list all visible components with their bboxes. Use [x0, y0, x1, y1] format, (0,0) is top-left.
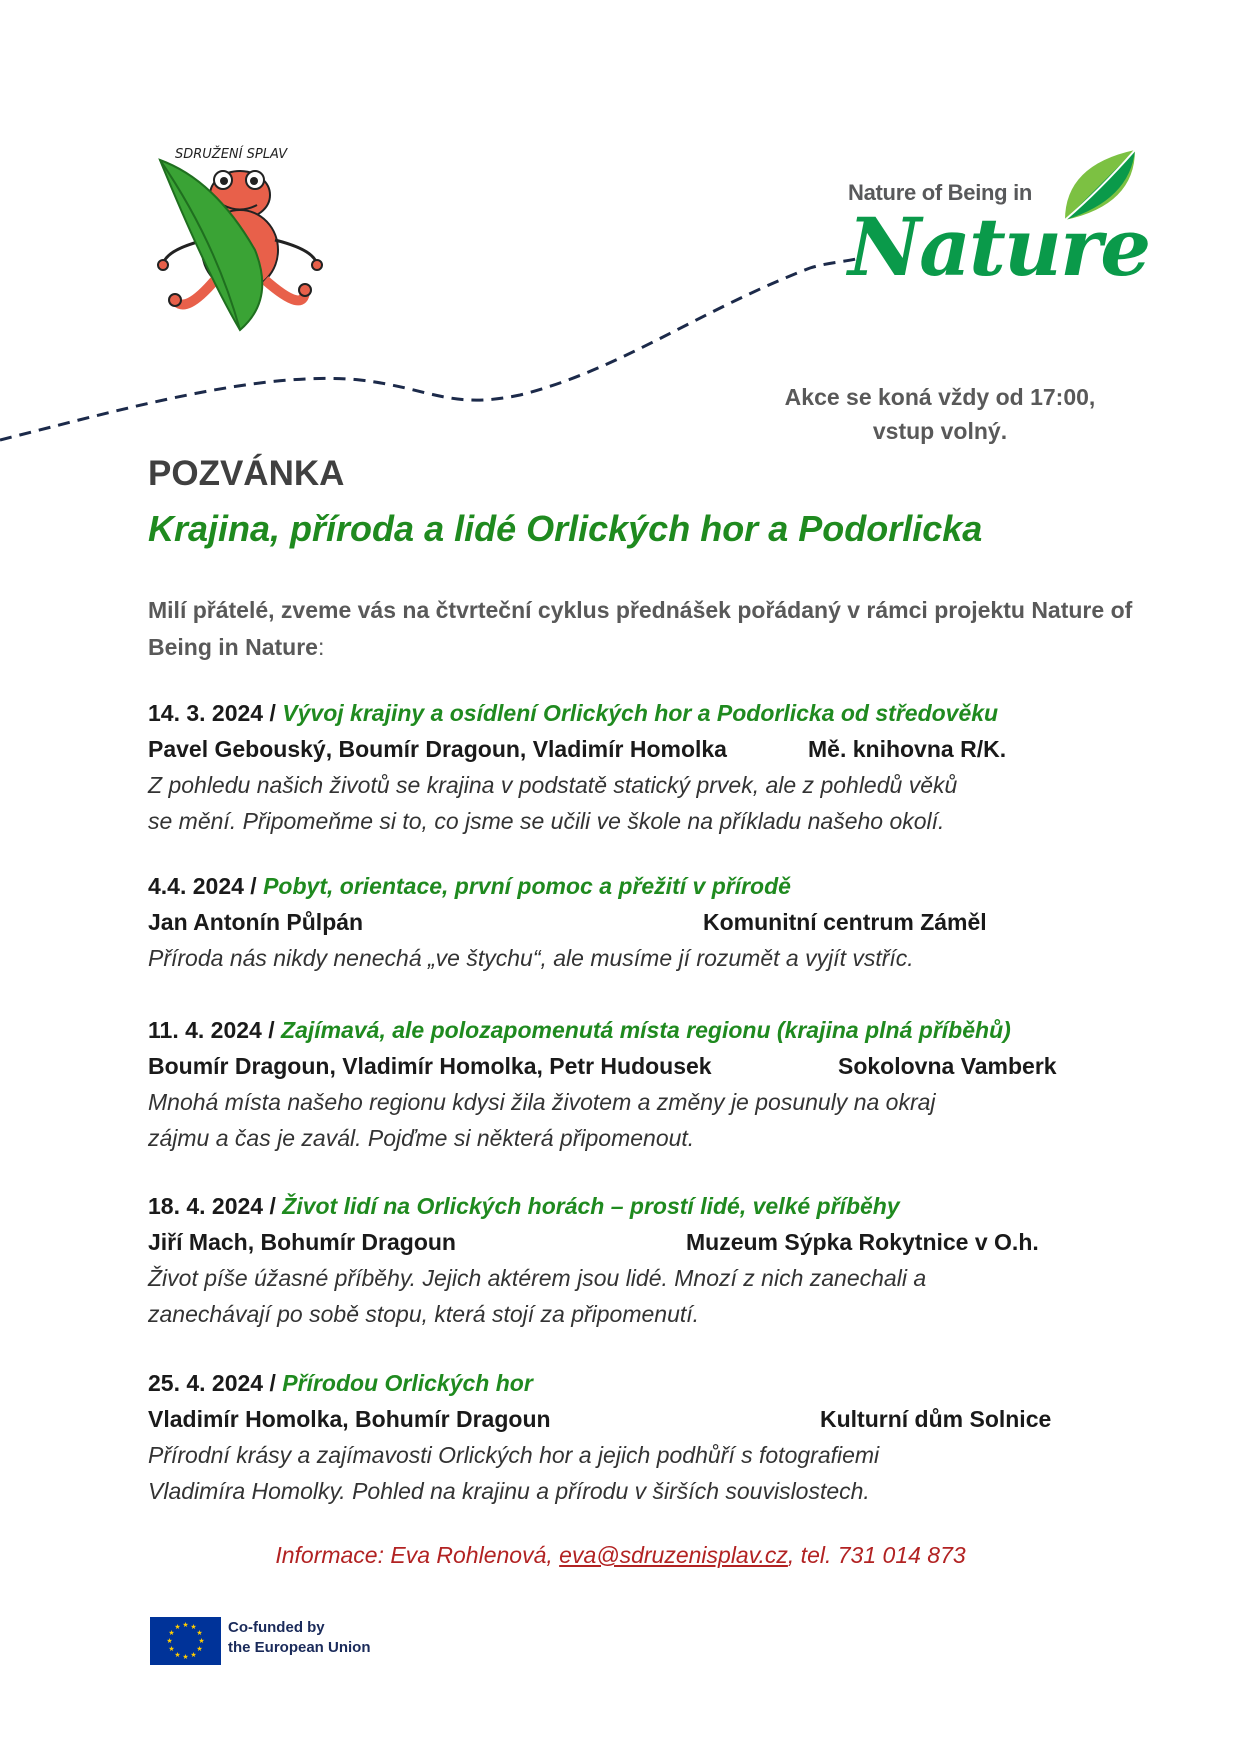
event-item [148, 1365, 1148, 1509]
event-item [148, 1188, 1148, 1332]
event-title: Život lidí na Orlických horách – prostí lidé, velké příběhy [282, 1193, 900, 1219]
event-description-line1: Život píše úžasné příběhy. Jejich aktérem jsou lidé. Mnozí z nich zanechali a [148, 1265, 927, 1291]
event-title: Přírodou Orlických hor [282, 1370, 533, 1396]
event-date: 14. 3. 2024 / [148, 700, 283, 726]
event-note [720, 380, 1160, 448]
contact-info [0, 1542, 1241, 1569]
svg-text:★: ★ [166, 1637, 173, 1645]
svg-text:★: ★ [182, 1653, 189, 1661]
eu-text-line2: the European Union [228, 1639, 371, 1656]
eu-text-line1: Co-funded by [228, 1619, 325, 1636]
svg-text:★: ★ [168, 1645, 175, 1653]
svg-text:★: ★ [198, 1637, 205, 1645]
intro-text: Milí přátelé, zveme vás na čtvrteční cyklus přednášek pořádaný v rámci projektu Nature of Being in Nature [148, 597, 1133, 660]
event-description-line2: Vladimíra Homolky. Pohled na krajinu a přírodu v širších souvislostech. [148, 1478, 870, 1504]
event-place: Muzeum Sýpka Rokytnice v O.h. [686, 1229, 1039, 1255]
nature-logo-big-text: Nature [848, 200, 1150, 294]
event-note-line1: Akce se koná vždy od 17:00, [784, 384, 1096, 410]
event-date: 18. 4. 2024 / [148, 1193, 283, 1219]
event-description-line2: zanechávají po sobě stopu, která stojí za připomenutí. [148, 1301, 700, 1327]
svg-text:★: ★ [190, 1623, 197, 1631]
event-place: Komunitní centrum Záměl [703, 909, 987, 935]
event-place: Sokolovna Vamberk [838, 1053, 1057, 1079]
contact-suffix: , tel. 731 014 873 [787, 1542, 966, 1568]
nature-logo-small-text: Nature of Being in [848, 180, 1033, 205]
event-description-line1: Z pohledu našich životů se krajina v podstatě statický prvek, ale z pohledů věků [148, 772, 958, 798]
svg-text:★: ★ [182, 1621, 189, 1629]
contact-email-link[interactable]: eva@sdruzenisplav.cz [559, 1542, 788, 1568]
event-speakers: Pavel Gebouský, Boumír Dragoun, Vladimír Homolka [148, 736, 727, 762]
event-date: 11. 4. 2024 / [148, 1017, 282, 1043]
event-place: Mě. knihovna R/K. [808, 736, 1007, 762]
contact-prefix: Informace: Eva Rohlenová, [275, 1542, 560, 1568]
event-item [148, 868, 1148, 976]
event-date: 4.4. 2024 / [148, 873, 264, 899]
page-subtitle: Krajina, příroda a lidé Orlických hor a Podorlicka [148, 508, 983, 549]
event-place: Kulturní dům Solnice [820, 1406, 1052, 1432]
event-description-line1: Příroda nás nikdy nenechá „ve štychu“, ale musíme jí rozumět a vyjít vstříc. [148, 945, 914, 971]
event-description-line1: Mnohá místa našeho regionu kdysi žila životem a změny je posunuly na okraj [148, 1089, 936, 1115]
intro-paragraph [148, 592, 1138, 666]
event-description-line2: se mění. Připomeňme si to, co jsme se učili ve škole na příkladu našeho okolí. [148, 808, 945, 834]
event-speakers: Vladimír Homolka, Bohumír Dragoun [148, 1406, 551, 1432]
svg-text:★: ★ [190, 1651, 197, 1659]
event-speakers: Jiří Mach, Bohumír Dragoun [148, 1229, 456, 1255]
svg-text:★: ★ [168, 1629, 175, 1637]
event-item [148, 695, 1148, 839]
event-title: Pobyt, orientace, první pomoc a přežití v přírodě [263, 873, 791, 899]
event-speakers: Jan Antonín Půlpán [148, 909, 364, 935]
event-description-line1: Přírodní krásy a zajímavosti Orlických hor a jejich podhůří s fotografiemi [148, 1442, 880, 1468]
svg-text:★: ★ [174, 1623, 181, 1631]
event-speakers: Boumír Dragoun, Vladimír Homolka, Petr Hudousek [148, 1053, 712, 1079]
eu-flag-icon [150, 1617, 221, 1665]
page-title: POZVÁNKA [148, 454, 345, 493]
svg-text:★: ★ [174, 1651, 181, 1659]
event-description-line2: zájmu a čas je zavál. Pojďme si některá připomenout. [148, 1125, 695, 1151]
svg-text:★: ★ [196, 1645, 203, 1653]
event-title: Vývoj krajiny a osídlení Orlických hor a Podorlicka od středověku [282, 700, 999, 726]
svg-text:★: ★ [196, 1629, 203, 1637]
event-title: Zajímavá, ale polozapomenutá místa regionu (krajina plná příběhů) [281, 1017, 1011, 1043]
event-date: 25. 4. 2024 / [148, 1370, 283, 1396]
logo-text: SDRUŽENÍ SPLAV [175, 147, 288, 162]
event-note-line2: vstup volný. [872, 418, 1008, 444]
eu-cofunded-text [228, 1618, 371, 1658]
event-item [148, 1012, 1148, 1156]
intro-colon: : [317, 634, 325, 660]
